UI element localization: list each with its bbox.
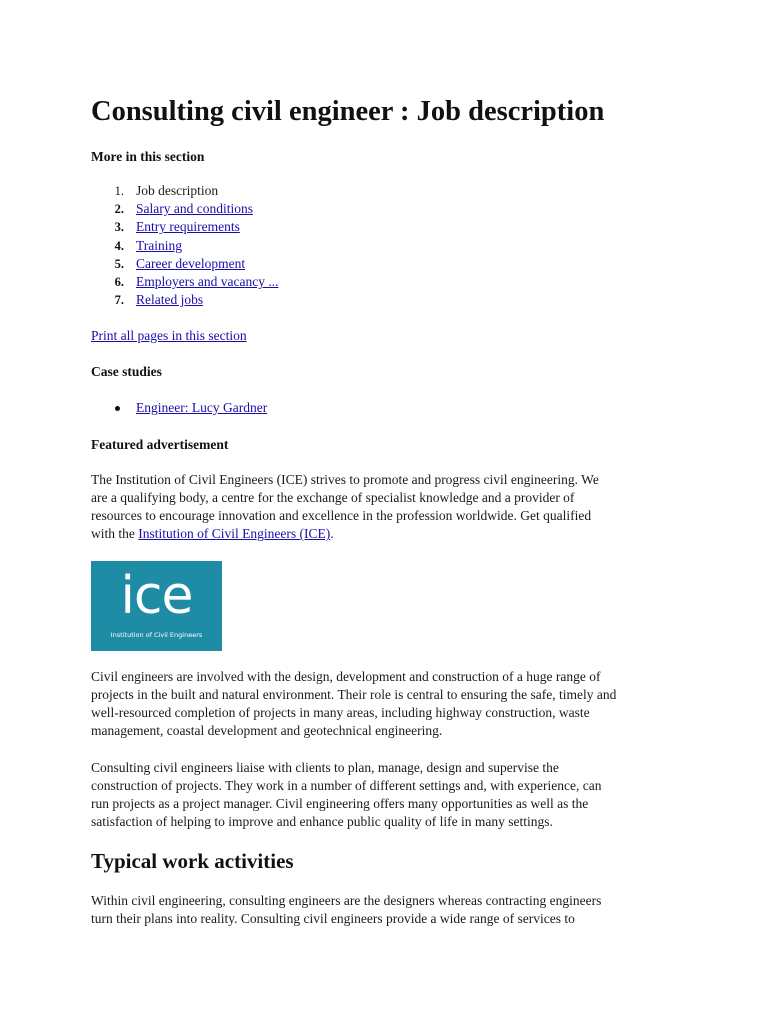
bullet-icon	[115, 406, 120, 411]
text-line: Consulting civil engineers liaise with clients to plan, manage, design and supervise the	[91, 760, 559, 775]
text-fragment: .	[330, 526, 334, 542]
text-line	[91, 525, 691, 543]
list-number: 3.	[114, 220, 124, 235]
list-number: 7.	[114, 293, 124, 308]
text-line: The Institution of Civil Engineers (ICE) strives to promote and progress civil engineering. We	[91, 472, 599, 487]
text-line: construction of projects. They work in a number of different settings and, with experience, can	[91, 778, 602, 794]
text-line: turn their plans into reality. Consulting civil engineers provide a wide range of services to	[91, 911, 575, 927]
section-link-entry-requirements[interactable]: Entry requirements	[136, 219, 240, 235]
typical-work-heading: Typical work activities	[91, 849, 294, 873]
text-line: Civil engineers are involved with the design, development and construction of a huge range of	[91, 669, 601, 684]
text-line: run projects as a project manager. Civil engineering offers many opportunities as well as the	[91, 796, 589, 812]
list-item	[91, 237, 278, 255]
section-link-related-jobs[interactable]: Related jobs	[136, 292, 204, 308]
text-line: well-resourced completion of projects in many areas, including highway construction, waste	[91, 705, 590, 721]
typical-work-paragraph	[91, 892, 691, 928]
print-all-link[interactable]: Print all pages in this section	[91, 328, 247, 343]
text-line: management, coastal development and geotechnical engineering.	[91, 723, 443, 739]
section-heading: More in this section	[91, 149, 205, 164]
list-number: 5.	[114, 256, 124, 271]
list-number: 4.	[114, 238, 124, 253]
case-study-link[interactable]: Engineer: Lucy Gardner	[136, 400, 268, 415]
text-fragment: with the	[91, 526, 139, 542]
section-link-salary[interactable]: Salary and conditions	[136, 201, 253, 217]
text-line: Within civil engineering, consulting engineers are the designers whereas contracting engineers	[91, 893, 602, 908]
list-number: 2.	[114, 202, 124, 217]
case-studies-list	[91, 399, 267, 417]
list-item	[91, 399, 267, 417]
section-link-employers[interactable]: Employers and vacancy ...	[136, 274, 279, 290]
intro-paragraph	[91, 668, 691, 740]
text-line: projects in the built and natural environment. Their role is central to ensuring the safe, timely and	[91, 687, 617, 703]
text-line: are a qualifying body, a centre for the exchange of specialist knowledge and a provider of	[91, 490, 575, 506]
section-item-job-description: Job description	[136, 183, 219, 198]
list-item	[91, 255, 278, 273]
consulting-paragraph	[91, 759, 691, 831]
list-item	[91, 291, 278, 309]
case-studies-heading: Case studies	[91, 364, 162, 379]
ice-logo[interactable]	[91, 561, 222, 651]
list-item	[91, 200, 278, 218]
text-line: resources to encourage innovation and excellence in the profession worldwide. Get qualified	[91, 508, 592, 524]
page-title: Consulting civil engineer : Job description	[91, 96, 605, 127]
list-item	[91, 182, 278, 200]
section-link-training[interactable]: Training	[136, 237, 183, 253]
list-number: 6.	[114, 275, 124, 290]
text-line: satisfaction of helping to improve and enhance public quality of life in many settings.	[91, 814, 553, 830]
logo-wordmark: ice	[120, 566, 193, 626]
list-number: 1.	[114, 184, 124, 198]
list-item	[91, 273, 278, 291]
ice-link[interactable]: Institution of Civil Engineers (ICE)	[138, 526, 331, 542]
section-list	[91, 182, 278, 309]
logo-subtext: Institution of Civil Engineers	[110, 631, 203, 639]
section-link-career-development[interactable]: Career development	[136, 255, 246, 271]
featured-heading: Featured advertisement	[91, 437, 229, 452]
featured-paragraph	[91, 471, 691, 543]
list-item	[91, 218, 278, 236]
